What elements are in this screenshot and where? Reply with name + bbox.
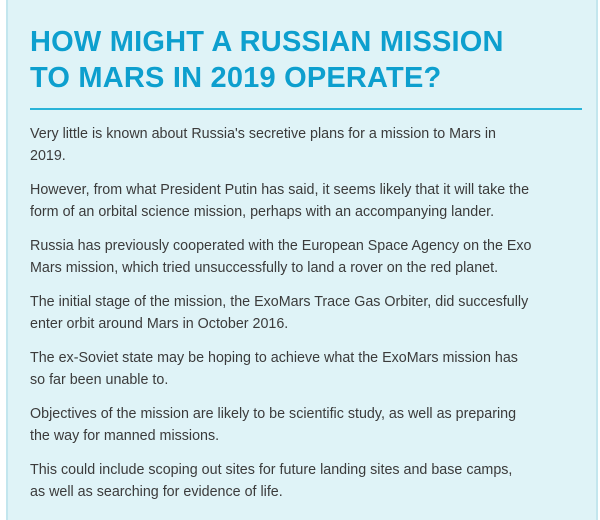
factbox-body	[30, 123, 590, 515]
title-divider	[30, 108, 582, 110]
paragraph-2-line-2: form of an orbital science mission, perhaps with an accompanying lander.	[30, 204, 495, 220]
paragraph-1	[30, 123, 590, 167]
paragraph-2	[30, 179, 590, 223]
paragraph-5	[30, 347, 590, 391]
paragraph-7	[30, 459, 590, 503]
paragraph-3-line-2: Mars mission, which tried unsuccessfully to land a rover on the red planet.	[30, 260, 499, 276]
title-line-2: TO MARS IN 2019 OPERATE?	[30, 62, 442, 94]
paragraph-5-line-2: so far been unable to.	[30, 372, 169, 388]
factbox-title	[30, 24, 590, 96]
paragraph-1-line-2: 2019.	[30, 148, 66, 164]
paragraph-5-line-1: The ex-Soviet state may be hoping to achieve what the ExoMars mission has	[30, 350, 518, 366]
paragraph-4-line-1: The initial stage of the mission, the ExoMars Trace Gas Orbiter, did succesfully	[30, 294, 529, 310]
title-line-1: HOW MIGHT A RUSSIAN MISSION	[30, 26, 504, 58]
paragraph-7-line-1: This could include scoping out sites for future landing sites and base camps,	[30, 462, 513, 478]
paragraph-3	[30, 235, 590, 279]
paragraph-7-line-2: as well as searching for evidence of life.	[30, 484, 283, 500]
paragraph-6-line-2: the way for manned missions.	[30, 428, 220, 444]
paragraph-6	[30, 403, 590, 447]
paragraph-2-line-1: However, from what President Putin has said, it seems likely that it will take the	[30, 182, 530, 198]
paragraph-4-line-2: enter orbit around Mars in October 2016.	[30, 316, 289, 332]
factbox-panel	[6, 0, 598, 520]
paragraph-6-line-1: Objectives of the mission are likely to be scientific study, as well as preparing	[30, 406, 517, 422]
paragraph-1-line-1: Very little is known about Russia's secretive plans for a mission to Mars in	[30, 126, 496, 142]
paragraph-4	[30, 291, 590, 335]
paragraph-3-line-1: Russia has previously cooperated with the European Space Agency on the Exo	[30, 238, 532, 254]
